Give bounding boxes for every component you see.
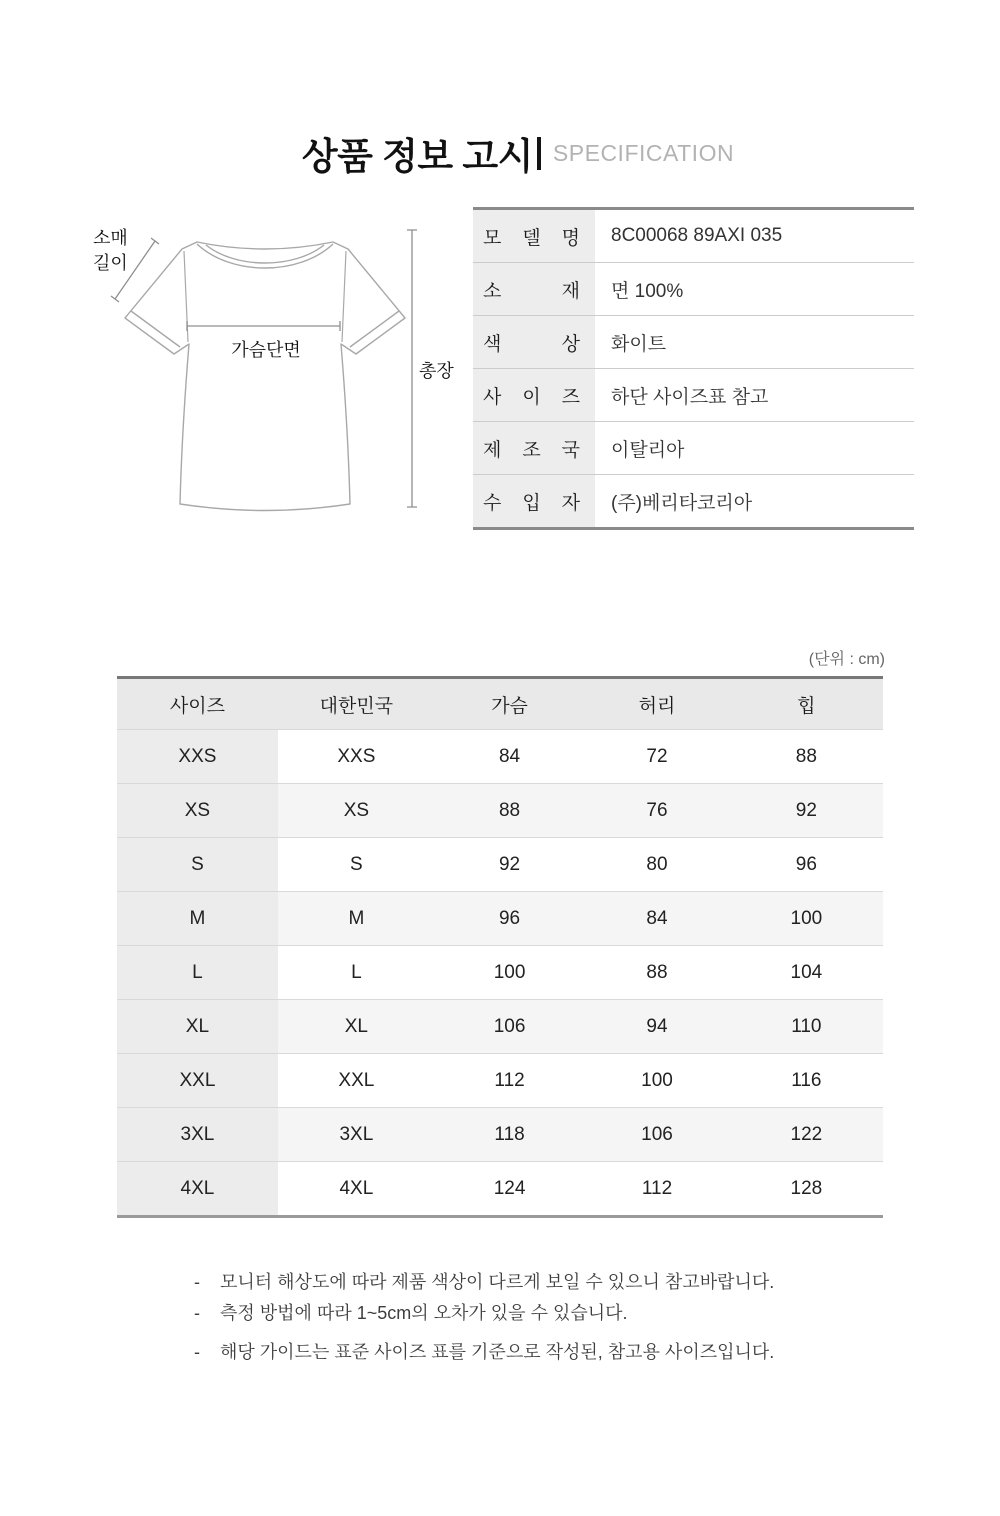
size-cell: M [348, 907, 365, 929]
spec-row [473, 474, 914, 527]
size-cell: 100 [790, 907, 823, 929]
size-cell: 88 [498, 799, 521, 821]
size-table-header-cell: 대한민국 [319, 695, 394, 717]
size-table-header-cell: 허리 [638, 695, 676, 717]
tshirt-measurement-diagram [85, 210, 470, 525]
size-cell-size: XL [117, 1000, 278, 1053]
unit-note: (단위 : cm) [808, 651, 885, 668]
size-cell: 128 [790, 1177, 823, 1199]
size-cell: 106 [493, 1015, 526, 1037]
size-cell: 3XL [339, 1123, 374, 1145]
footer-notes [194, 1270, 874, 1365]
size-cell: 92 [498, 853, 521, 875]
size-table-header-cell: 사이즈 [169, 695, 225, 717]
size-table-row [117, 1107, 883, 1161]
size-cell-size: M [117, 892, 278, 945]
spec-row-label-text: 모 델 명 [483, 227, 580, 249]
size-cell: 96 [498, 907, 521, 929]
tshirt-outline [125, 242, 405, 511]
size-cell: 106 [641, 1123, 673, 1145]
size-cell-size: XS [117, 784, 278, 837]
spec-row-value: 면 100% [611, 280, 684, 302]
size-cell: 116 [791, 1069, 822, 1091]
size-cell: 104 [790, 961, 823, 983]
spec-row-value: 이탈리아 [611, 439, 685, 461]
spec-row-label-text: 제 조 국 [483, 439, 580, 461]
size-cell: 94 [646, 1015, 668, 1037]
size-cell: XXL [338, 1069, 375, 1091]
size-cell: 80 [646, 853, 668, 875]
note-item [194, 1270, 874, 1295]
size-cell: 100 [493, 961, 526, 983]
size-cell-size: XXL [117, 1054, 278, 1107]
note-item [194, 1301, 874, 1326]
spec-row-label-text: 소 재 [483, 280, 580, 302]
spec-row-value: (주)베리타코리아 [611, 492, 753, 514]
size-cell-size: 3XL [117, 1108, 278, 1161]
note-text: 측정 방법에 따라 1~5cm의 오차가 있을 수 있습니다. [220, 1303, 628, 1323]
spec-row-label [473, 369, 595, 421]
spec-row [473, 421, 914, 474]
tshirt-drawing [85, 210, 470, 525]
size-cell: 92 [795, 799, 817, 821]
size-cell: XS [343, 799, 370, 821]
spec-row [473, 368, 914, 421]
sleeve-label-line2: 길이 [93, 253, 128, 273]
spec-row [473, 315, 914, 368]
size-cell: 100 [641, 1069, 673, 1091]
sleeve-length-label [93, 226, 128, 276]
size-cell: S [350, 853, 363, 875]
size-cell: 122 [790, 1123, 823, 1145]
size-table-row [117, 729, 883, 783]
size-table [117, 676, 883, 1218]
size-table-header-row [117, 679, 883, 729]
spec-row [473, 210, 914, 262]
size-table-row [117, 999, 883, 1053]
note-dash: - [194, 1342, 200, 1362]
page-title: 상품 정보 고시 [301, 136, 533, 177]
note-item [194, 1340, 874, 1365]
size-cell-size: L [117, 946, 278, 999]
spec-row-value: 화이트 [611, 333, 667, 355]
size-cell: 76 [646, 799, 668, 821]
spec-row-label-text: 수 입 자 [483, 492, 580, 514]
spec-row-label-text: 색 상 [483, 333, 580, 355]
chest-width-label: 가슴단면 [231, 340, 301, 360]
size-cell: XXS [337, 745, 376, 767]
size-table-row [117, 945, 883, 999]
spec-row [473, 262, 914, 315]
sleeve-label-line1: 소매 [93, 228, 128, 248]
size-cell-size: XXS [117, 730, 278, 783]
size-cell: XL [344, 1015, 368, 1037]
spec-row-label [473, 210, 595, 262]
size-cell: 84 [498, 745, 521, 767]
size-cell: 112 [494, 1069, 525, 1091]
title-divider [537, 137, 541, 170]
size-cell: 84 [646, 907, 668, 929]
note-text: 해당 가이드는 표준 사이즈 표를 기준으로 작성된, 참고용 사이즈입니다. [220, 1342, 775, 1362]
spec-row-label [473, 316, 595, 368]
size-table-row [117, 1053, 883, 1107]
size-table-row [117, 1161, 883, 1215]
page-header [18, 126, 1000, 180]
note-dash: - [194, 1272, 200, 1292]
size-cell: 118 [494, 1123, 525, 1145]
size-table-row [117, 837, 883, 891]
note-text: 모니터 해상도에 따라 제품 색상이 다르게 보일 수 있으니 참고바랍니다. [220, 1272, 775, 1292]
spec-table [473, 207, 914, 530]
size-cell: 112 [641, 1177, 673, 1199]
size-cell: 88 [795, 745, 817, 767]
spec-row-label [473, 422, 595, 474]
size-table-header-cell: 가슴 [491, 695, 528, 717]
size-cell-size: 4XL [117, 1162, 278, 1215]
size-cell: 72 [646, 745, 668, 767]
size-cell: 110 [791, 1015, 822, 1037]
page-subtitle: SPECIFICATION [552, 139, 735, 166]
size-cell: 124 [493, 1177, 526, 1199]
spec-row-label-text: 사 이 즈 [483, 386, 580, 408]
spec-row-label [473, 263, 595, 315]
spec-row-value: 하단 사이즈표 참고 [611, 386, 769, 408]
size-table-header-cell: 힙 [797, 695, 816, 717]
spec-row-label [473, 475, 595, 527]
note-dash: - [194, 1303, 200, 1323]
spec-row-value: 8C00068 89AXI 035 [611, 225, 783, 246]
length-measure-line [407, 230, 417, 507]
size-cell: 96 [795, 853, 817, 875]
total-length-label: 총장 [419, 361, 454, 381]
size-cell: 88 [646, 961, 668, 983]
size-table-row [117, 891, 883, 945]
size-cell: 4XL [339, 1177, 374, 1199]
size-table-row [117, 783, 883, 837]
size-cell-size: S [117, 838, 278, 891]
size-cell: L [351, 961, 362, 983]
